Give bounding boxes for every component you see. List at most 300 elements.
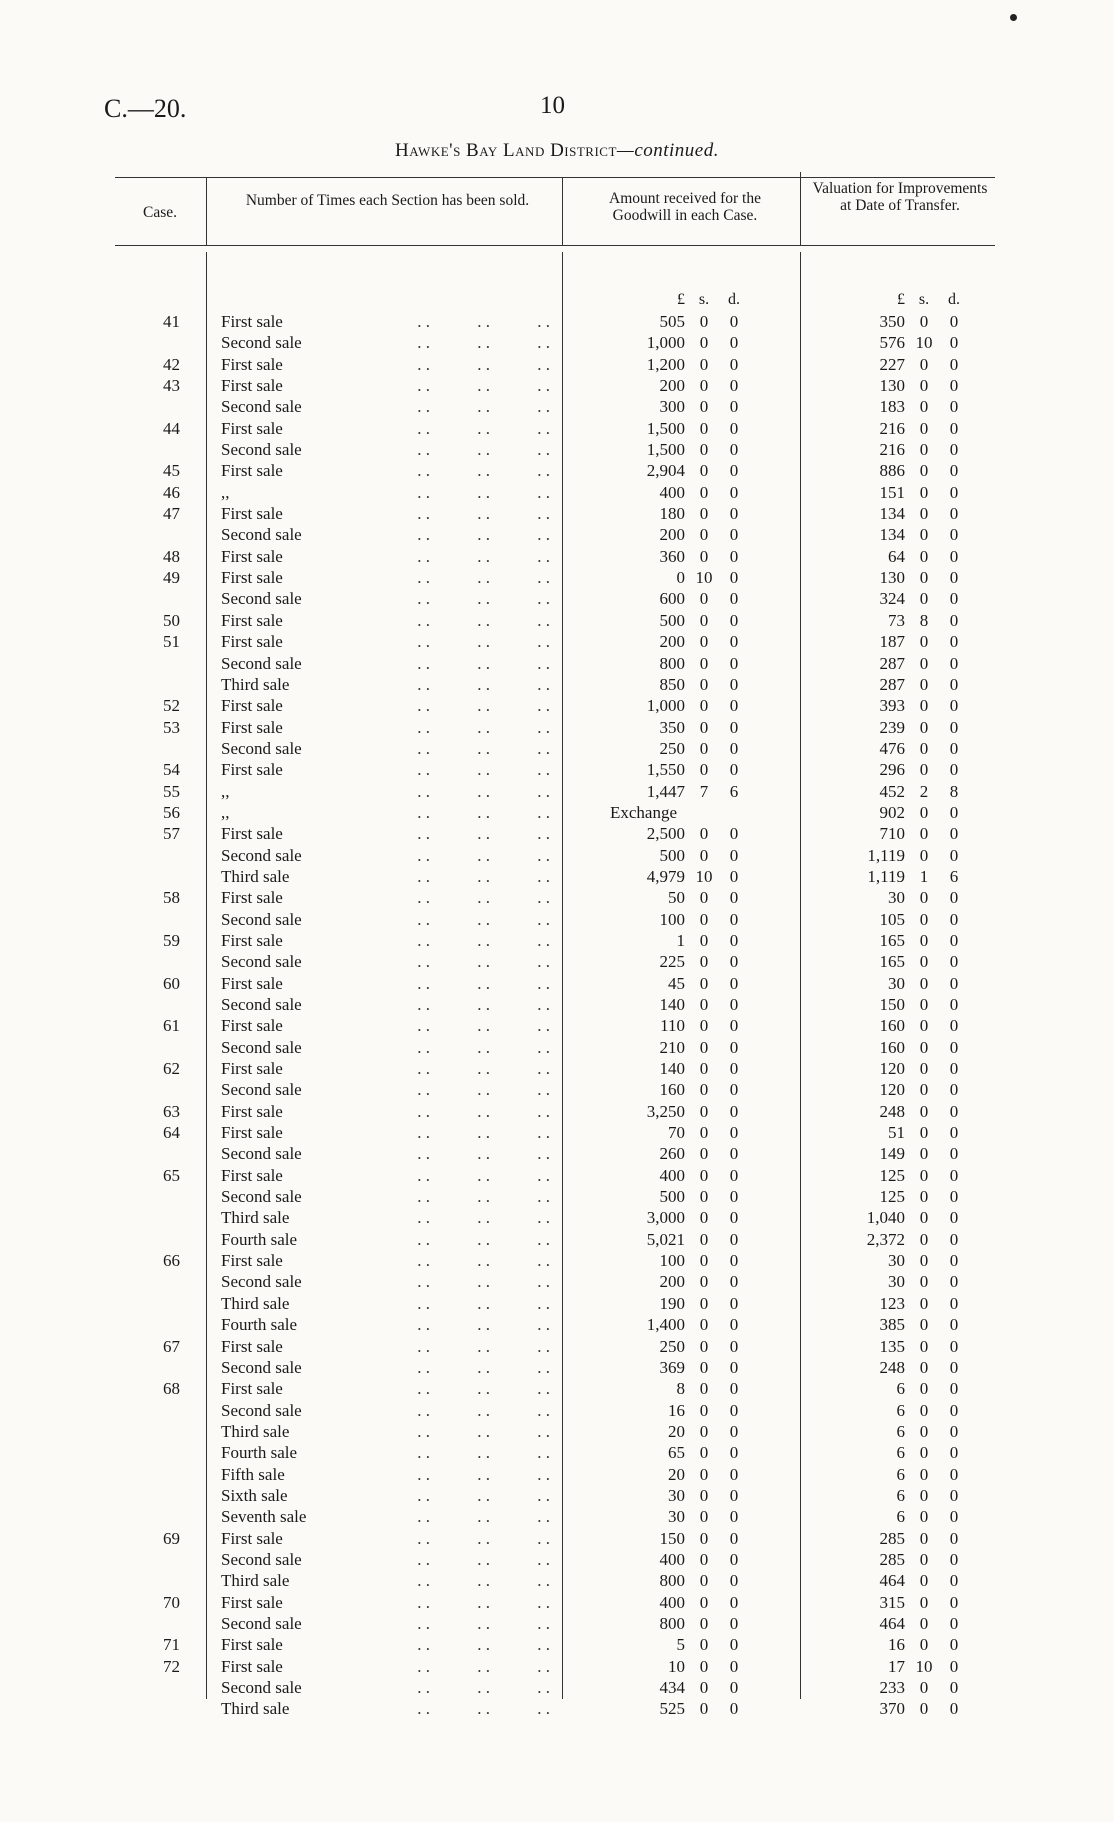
table-row [0,439,1114,460]
amount-pounds: 800 [659,1571,685,1591]
valuation-pounds: 248 [879,1101,905,1121]
amount-pence: 0 [729,546,739,566]
amount-pounds: 0 [676,568,685,588]
dot-leader-segment: . . [477,1485,490,1505]
dot-leader-segment: . . [537,1165,550,1185]
dot-leader-segment: . . [417,1421,430,1441]
table-row [0,1656,1114,1677]
dot-leader-segment: . . [417,1656,430,1676]
amount-pence: 0 [729,845,739,865]
dot-leader [370,1442,550,1463]
valuation-shillings: 0 [919,354,929,374]
dot-leader-segment: . . [417,589,430,609]
amount-pounds: 70 [668,1123,685,1143]
dot-leader-segment: . . [477,717,490,737]
unit-pence: d. [948,291,960,308]
amount-shillings: 0 [699,1080,709,1100]
page-speck [1010,14,1017,21]
table-row [0,546,1114,567]
dot-leader-segment: . . [417,461,430,481]
dot-leader-segment: . . [537,1336,550,1356]
dot-leader-segment: . . [477,1357,490,1377]
table-row [0,1229,1114,1250]
amount-pence: 0 [729,1208,739,1228]
dot-leader [370,482,550,503]
amount-pounds: 260 [659,1144,685,1164]
case-number: 48 [163,546,180,566]
title-suffix: —continued. [616,140,719,161]
amount-shillings: 0 [699,546,709,566]
dot-leader [370,738,550,759]
valuation-pounds: 285 [879,1549,905,1569]
amount-pounds: 400 [659,482,685,502]
amount-pence: 0 [729,632,739,652]
valuation-pence: 0 [949,333,959,353]
col-divider-1-head [206,177,207,245]
amount-shillings: 0 [699,1635,709,1655]
amount-pounds: 1,550 [646,760,685,780]
valuation-shillings: 0 [919,1187,929,1207]
amount-pence: 0 [729,696,739,716]
valuation-pounds: 324 [879,589,905,609]
amount-pounds: 369 [659,1357,685,1377]
dot-leader-segment: . . [537,760,550,780]
dot-leader [370,674,550,695]
table-row [0,909,1114,930]
dot-leader-segment: . . [537,1528,550,1548]
valuation-shillings: 0 [919,973,929,993]
sale-label: First sale [221,1165,283,1185]
case-number: 54 [163,760,180,780]
table-row [0,1336,1114,1357]
amount-pounds: 5 [676,1635,685,1655]
valuation-shillings: 0 [919,802,929,822]
amount-shillings: 0 [699,1293,709,1313]
valuation-shillings: 0 [919,1059,929,1079]
sale-label: Second sale [221,738,302,758]
amount-pounds: 30 [668,1507,685,1527]
dot-leader-segment: . . [417,1464,430,1484]
amount-pence: 0 [729,995,739,1014]
amount-shillings: 7 [699,781,709,801]
dot-leader-segment: . . [417,717,430,737]
dot-leader-segment: . . [417,312,430,331]
amount-pence: 0 [729,1336,739,1356]
amount-shillings: 0 [699,1208,709,1228]
amount-pence: 0 [729,1699,739,1719]
amount-pounds: 400 [659,1549,685,1569]
amount-pence: 0 [729,1485,739,1505]
table-row [0,1378,1114,1399]
valuation-shillings: 0 [919,418,929,438]
amount-pence: 0 [729,1528,739,1548]
dot-leader [370,1656,550,1677]
sale-label: Second sale [221,1187,302,1207]
valuation-shillings: 0 [919,1251,929,1271]
sale-label: Third sale [221,866,290,886]
dot-leader [370,717,550,738]
case-number: 72 [163,1656,180,1676]
table-row [0,396,1114,417]
case-number: 52 [163,696,180,716]
case-number: 67 [163,1336,180,1356]
valuation-pence: 0 [949,1656,959,1676]
dot-leader-segment: . . [477,1443,490,1463]
table-row [0,524,1114,545]
valuation-pounds: 285 [879,1528,905,1548]
dot-leader-segment: . . [537,995,550,1014]
valuation-pence: 0 [949,802,959,822]
valuation-pounds: 287 [879,653,905,673]
dot-leader-segment: . . [417,1080,430,1100]
dot-leader-segment: . . [537,973,550,993]
dot-leader [370,332,550,353]
dot-leader-segment: . . [477,1549,490,1569]
dot-leader [370,1122,550,1143]
dot-leader-segment: . . [537,504,550,524]
amount-shillings: 0 [699,1315,709,1335]
dot-leader-segment: . . [537,1635,550,1655]
dot-leader-segment: . . [537,1080,550,1100]
valuation-pounds: 30 [888,1251,905,1271]
dot-leader-segment: . . [537,1656,550,1676]
valuation-pounds: 134 [879,525,905,545]
dot-leader [370,1101,550,1122]
dot-leader-segment: . . [417,952,430,972]
dot-leader [370,1336,550,1357]
table-row [0,1357,1114,1378]
amount-pence: 0 [729,461,739,481]
valuation-shillings: 0 [919,525,929,545]
dot-leader-segment: . . [477,653,490,673]
dot-leader [370,610,550,631]
valuation-pence: 0 [949,1293,959,1313]
dot-leader-segment: . . [537,1315,550,1335]
dot-leader-segment: . . [537,1571,550,1591]
dot-leader-segment: . . [417,440,430,460]
valuation-pounds: 452 [879,781,905,801]
dot-leader-segment: . . [477,866,490,886]
valuation-pence: 0 [949,1059,959,1079]
sale-label: Seventh sale [221,1507,307,1527]
valuation-pence: 0 [949,1016,959,1036]
amount-shillings: 0 [699,1229,709,1249]
amount-shillings: 0 [699,1016,709,1036]
amount-shillings: 0 [699,952,709,972]
dot-leader-segment: . . [417,354,430,374]
dot-leader-segment: . . [477,504,490,524]
valuation-pounds: 135 [879,1336,905,1356]
sale-label: First sale [221,717,283,737]
table-header-rule [115,245,995,246]
sale-label: Fourth sale [221,1443,298,1463]
amount-shillings: 0 [699,482,709,502]
amount-pounds: 140 [659,1059,685,1079]
dot-leader-segment: . . [477,674,490,694]
amount-pounds: 500 [659,845,685,865]
valuation-pounds: 296 [879,760,905,780]
sale-label: First sale [221,696,283,716]
amount-pounds: 3,000 [646,1208,685,1228]
amount-pounds: 200 [659,1272,685,1292]
amount-pounds: 4,979 [646,866,685,886]
valuation-pence: 0 [949,1208,959,1228]
valuation-pence: 0 [949,504,959,524]
valuation-pence: 0 [949,1699,959,1719]
dot-leader [370,823,550,844]
dot-leader-segment: . . [417,1443,430,1463]
dot-leader-segment: . . [417,1549,430,1569]
valuation-pence: 0 [949,1187,959,1207]
table-row [0,1698,1114,1719]
valuation-shillings: 0 [919,738,929,758]
sale-label: First sale [221,1123,283,1143]
amount-shillings: 10 [695,866,713,886]
case-number: 50 [163,610,180,630]
dot-leader-segment: . . [417,1400,430,1420]
table-row [0,1634,1114,1655]
amount-shillings: 0 [699,1464,709,1484]
dot-leader [370,1271,550,1292]
sale-label: Second sale [221,1272,302,1292]
table-row [0,567,1114,588]
valuation-shillings: 0 [919,1293,929,1313]
case-number: 65 [163,1165,180,1185]
dot-leader-segment: . . [537,1549,550,1569]
amount-shillings: 10 [695,568,713,588]
dot-leader-segment: . . [477,1080,490,1100]
table-row [0,994,1114,1015]
dot-leader-segment: . . [537,1400,550,1420]
valuation-pounds: 160 [879,1037,905,1057]
valuation-shillings: 0 [919,1678,929,1697]
valuation-pence: 0 [949,760,959,780]
valuation-pence: 0 [949,1272,959,1292]
dot-leader-segment: . . [417,1678,430,1697]
dot-leader-segment: . . [477,1101,490,1121]
dot-leader-segment: . . [477,1678,490,1697]
amount-pence: 0 [729,674,739,694]
valuation-pence: 0 [949,738,959,758]
dot-leader-segment: . . [417,1037,430,1057]
amount-shillings: 0 [699,1165,709,1185]
case-number: 68 [163,1379,180,1399]
dot-leader-segment: . . [537,1613,550,1633]
amount-shillings: 0 [699,888,709,908]
amount-pence: 0 [729,525,739,545]
dot-leader-segment: . . [477,1379,490,1399]
dot-leader-segment: . . [477,973,490,993]
valuation-pounds: 239 [879,717,905,737]
dot-leader [370,1314,550,1335]
sale-label: Fourth sale [221,1229,298,1249]
amount-shillings: 0 [699,1357,709,1377]
valuation-pence: 0 [949,1251,959,1271]
valuation-shillings: 0 [919,461,929,481]
amount-pence: 0 [729,333,739,353]
sale-label: First sale [221,973,283,993]
amount-pounds: 1,500 [646,440,685,460]
dot-leader [370,1378,550,1399]
valuation-pence: 0 [949,1549,959,1569]
dot-leader-segment: . . [537,738,550,758]
valuation-pence: 0 [949,312,959,331]
amount-shillings: 0 [699,738,709,758]
amount-pence: 0 [729,653,739,673]
dot-leader-segment: . . [477,589,490,609]
amount-pence: 0 [729,952,739,972]
sale-label: Third sale [221,1421,290,1441]
case-number: 58 [163,888,180,908]
dot-leader-segment: . . [477,333,490,353]
unit-shillings: s. [918,291,930,308]
dot-leader-segment: . . [417,546,430,566]
sale-label: First sale [221,354,283,374]
valuation-shillings: 0 [919,1357,929,1377]
valuation-pounds: 576 [879,333,905,353]
valuation-shillings: 0 [919,824,929,844]
dot-leader-segment: . . [537,781,550,801]
valuation-pounds: 216 [879,418,905,438]
dot-leader-segment: . . [477,1293,490,1313]
dot-leader-segment: . . [417,1293,430,1313]
amount-shillings: 0 [699,1123,709,1143]
table-row [0,1677,1114,1698]
valuation-pence: 0 [949,824,959,844]
dot-leader-segment: . . [477,1464,490,1484]
valuation-pounds: 30 [888,973,905,993]
amount-shillings: 0 [699,696,709,716]
valuation-shillings: 0 [919,504,929,524]
table-row [0,759,1114,780]
valuation-pence: 0 [949,1101,959,1121]
sale-label: Third sale [221,1293,290,1313]
valuation-pence: 0 [949,546,959,566]
valuation-pence: 0 [949,568,959,588]
dot-leader-segment: . . [537,1123,550,1143]
amount-pounds: 140 [659,995,685,1014]
valuation-pence: 0 [949,845,959,865]
amount-pounds: 110 [660,1016,685,1036]
unit-pounds: £ [677,291,685,308]
dot-leader [370,503,550,524]
amount-shillings: 0 [699,1059,709,1079]
dot-leader-segment: . . [537,1592,550,1612]
valuation-shillings: 0 [919,1635,929,1655]
amount-shillings: 0 [699,845,709,865]
amount-pence: 0 [729,440,739,460]
table-row [0,503,1114,524]
amount-pounds: 10 [668,1656,685,1676]
valuation-pounds: 149 [879,1144,905,1164]
sale-label: Fourth sale [221,1315,298,1335]
case-number: 69 [163,1528,180,1548]
amount-pounds: 1,400 [646,1315,685,1335]
valuation-pounds: 183 [879,397,905,417]
dot-leader-segment: . . [537,461,550,481]
dot-leader-segment: . . [537,952,550,972]
amount-pounds: 160 [659,1080,685,1100]
dot-leader-segment: . . [537,1464,550,1484]
sale-label: Third sale [221,1571,290,1591]
dot-leader [370,439,550,460]
dot-leader-segment: . . [477,525,490,545]
dot-leader-segment: . . [477,1528,490,1548]
valuation-pounds: 187 [879,632,905,652]
amount-pence: 0 [729,1272,739,1292]
case-number: 63 [163,1101,180,1121]
sale-label: Fifth sale [221,1464,285,1484]
amount-pounds: 600 [659,589,685,609]
dot-leader-segment: . . [537,1699,550,1719]
sale-label: First sale [221,312,283,331]
sale-label: First sale [221,1592,283,1612]
valuation-pounds: 165 [879,930,905,950]
table-row [0,460,1114,481]
sale-label: First sale [221,1059,283,1079]
amount-shillings: 0 [699,1187,709,1207]
dot-leader-segment: . . [477,760,490,780]
dot-leader-segment: . . [477,930,490,950]
dot-leader-segment: . . [537,1208,550,1228]
table-row [0,1570,1114,1591]
valuation-shillings: 0 [919,1379,929,1399]
amount-shillings: 0 [699,1400,709,1420]
amount-shillings: 0 [699,1699,709,1719]
dot-leader-segment: . . [537,525,550,545]
amount-pence: 0 [729,1123,739,1143]
valuation-pounds: 6 [896,1421,905,1441]
dot-leader-segment: . . [417,1699,430,1719]
amount-pence: 0 [729,1507,739,1527]
amount-pounds: 200 [659,525,685,545]
dot-leader [370,631,550,652]
amount-pence: 0 [729,1251,739,1271]
dot-leader-segment: . . [537,1678,550,1697]
valuation-pounds: 30 [888,888,905,908]
valuation-pounds: 6 [896,1443,905,1463]
dot-leader-segment: . . [417,568,430,588]
valuation-shillings: 0 [919,1592,929,1612]
valuation-shillings: 8 [919,610,929,630]
amount-shillings: 0 [699,824,709,844]
dot-leader [370,546,550,567]
amount-shillings: 0 [699,930,709,950]
dot-leader-segment: . . [477,781,490,801]
dot-leader-segment: . . [537,568,550,588]
amount-pence: 0 [729,312,739,331]
dot-leader [370,1528,550,1549]
sale-label: Second sale [221,952,302,972]
valuation-shillings: 0 [919,1464,929,1484]
sale-label: Second sale [221,1549,302,1569]
dot-leader-segment: . . [477,1699,490,1719]
table-row [0,311,1114,332]
dot-leader-segment: . . [477,1187,490,1207]
valuation-pounds: 125 [879,1165,905,1185]
table-row [0,1506,1114,1527]
sale-label: First sale [221,546,283,566]
amount-text: Exchange [610,802,678,822]
amount-shillings: 0 [699,1507,709,1527]
amount-pounds: 20 [668,1421,685,1441]
dot-leader-segment: . . [417,909,430,929]
amount-pounds: 850 [659,674,685,694]
dot-leader-segment: . . [417,1229,430,1249]
table-row [0,354,1114,375]
amount-pence: 0 [729,1613,739,1633]
document-id: C.—20. [104,94,187,123]
